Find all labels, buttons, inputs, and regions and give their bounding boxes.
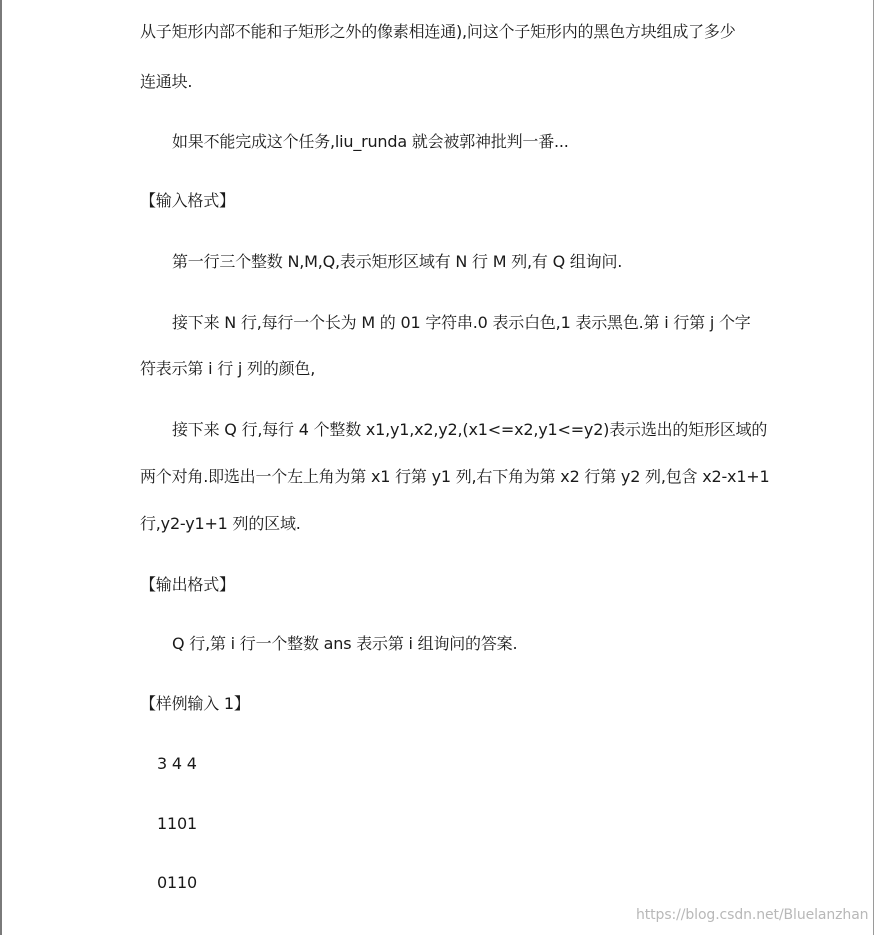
paragraph-line: 如果不能完成这个任务,liu_runda 就会被郭神批判一番...	[172, 132, 569, 151]
paragraph-line: Q 行,第 i 行一个整数 ans 表示第 i 组询问的答案.	[172, 634, 518, 653]
paragraph-line: 接下来 Q 行,每行 4 个整数 x1,y1,x2,y2,(x1<=x2,y1<=y2)表示选出的矩形区域的	[172, 420, 768, 439]
sample-line: 0110	[157, 873, 197, 892]
sample-line: 3 4 4	[157, 754, 197, 773]
paragraph-line: 两个对角.即选出一个左上角为第 x1 行第 y1 列,右下角为第 x2 行第 y2 列,包含 x2-x1+1	[140, 467, 770, 486]
paragraph-line: 连通块.	[140, 72, 193, 91]
paragraph-line: 符表示第 i 行 j 列的颜色,	[140, 359, 316, 378]
right-border	[873, 0, 874, 935]
paragraph-line: 接下来 N 行,每行一个长为 M 的 01 字符串.0 表示白色,1 表示黑色.第 i 行第 j 个字	[172, 313, 751, 332]
paragraph-line: 第一行三个整数 N,M,Q,表示矩形区域有 N 行 M 列,有 Q 组询问.	[172, 252, 623, 271]
watermark-text: https://blog.csdn.net/Bluelanzhan	[636, 907, 869, 923]
section-heading-output: 【输出格式】	[140, 575, 235, 594]
section-heading-sample: 【样例输入 1】	[140, 694, 250, 713]
paragraph-line: 从子矩形内部不能和子矩形之外的像素相连通),问这个子矩形内的黑色方块组成了多少	[140, 22, 736, 41]
section-heading-input: 【输入格式】	[140, 191, 235, 210]
sample-line: 1101	[157, 814, 197, 833]
paragraph-line: 行,y2-y1+1 列的区域.	[140, 514, 301, 533]
